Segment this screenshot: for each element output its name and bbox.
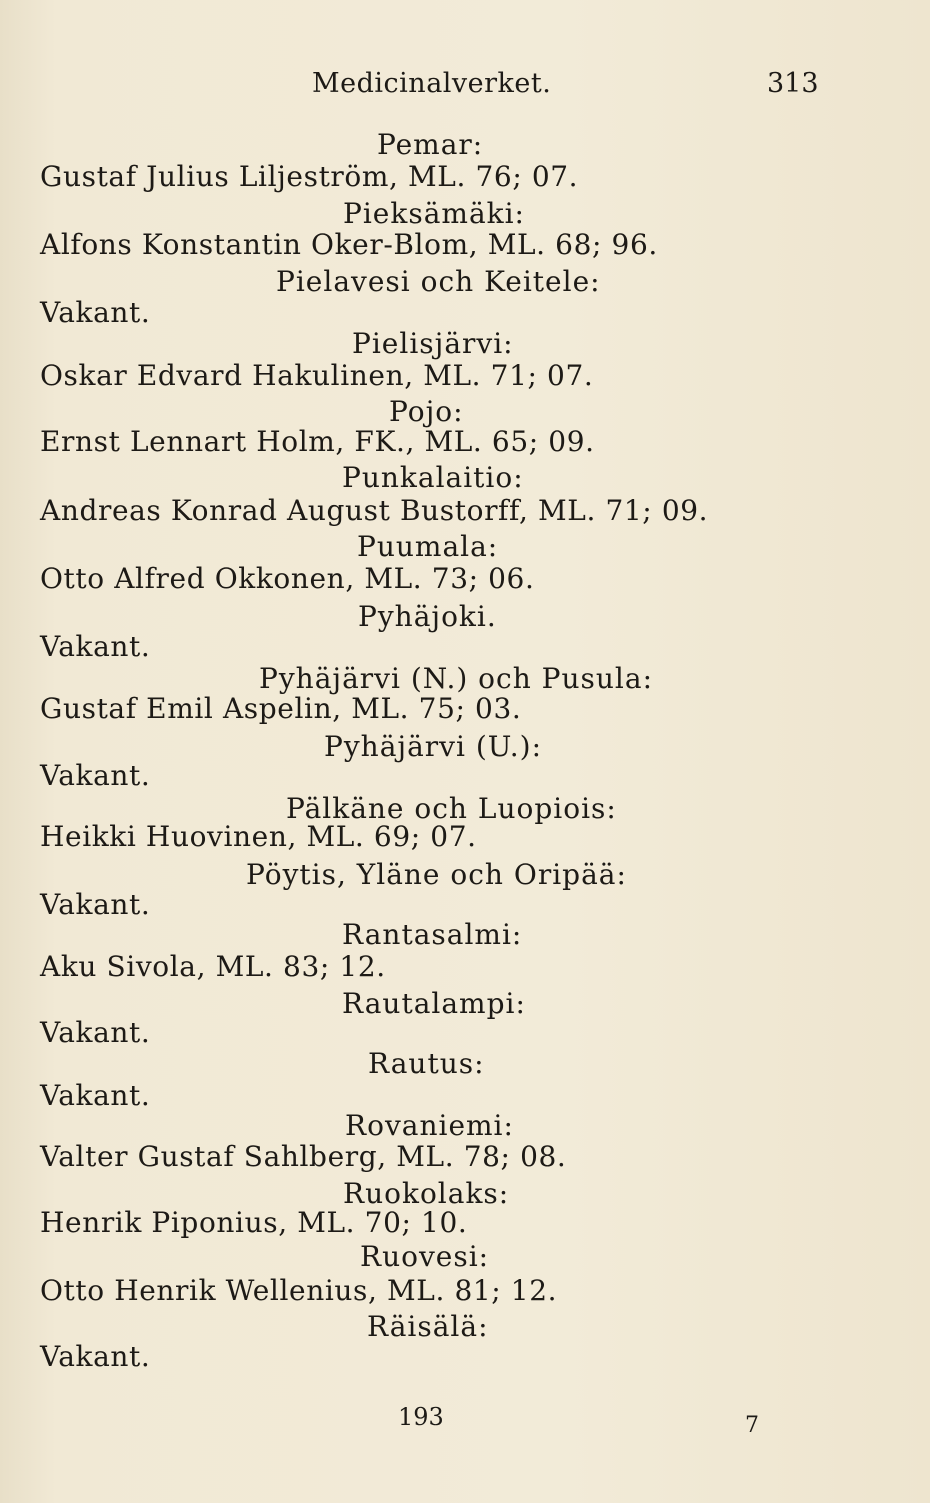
person-entry: Vakant. bbox=[40, 630, 151, 663]
person-entry: Vakant. bbox=[40, 888, 151, 921]
page-number: 313 bbox=[767, 68, 819, 99]
person-entry: Oskar Edvard Hakulinen, ML. 71; 07. bbox=[40, 359, 594, 392]
person-entry: Aku Sivola, ML. 83; 12. bbox=[40, 950, 386, 983]
person-entry: Andreas Konrad August Bustorff, ML. 71; 09. bbox=[40, 494, 709, 527]
place-heading: Rantasalmi: bbox=[342, 918, 523, 951]
place-heading: Pöytis, Yläne och Oripää: bbox=[246, 858, 627, 891]
person-entry: Ernst Lennart Holm, FK., ML. 65; 09. bbox=[40, 425, 595, 458]
person-entry: Otto Alfred Okkonen, ML. 73; 06. bbox=[40, 562, 535, 595]
place-heading: Pyhäjoki. bbox=[358, 600, 497, 633]
place-heading: Pojo: bbox=[389, 395, 464, 428]
person-entry: Henrik Piponius, ML. 70; 10. bbox=[40, 1206, 468, 1239]
place-heading: Pielisjärvi: bbox=[352, 327, 514, 360]
place-heading: Rautalampi: bbox=[342, 987, 526, 1020]
place-heading: Pemar: bbox=[377, 128, 484, 161]
place-heading: Pielavesi och Keitele: bbox=[276, 265, 601, 298]
place-heading: Pieksämäki: bbox=[343, 197, 525, 230]
person-entry: Heikki Huovinen, ML. 69; 07. bbox=[40, 820, 477, 853]
place-heading: Ruovesi: bbox=[360, 1240, 490, 1273]
person-entry: Vakant. bbox=[40, 1340, 151, 1373]
person-entry: Vakant. bbox=[40, 759, 151, 792]
place-heading: Räisälä: bbox=[367, 1310, 489, 1343]
place-heading: Ruokolaks: bbox=[343, 1177, 510, 1210]
place-heading: Punkalaitio: bbox=[342, 461, 524, 494]
place-heading: Pälkäne och Luopiois: bbox=[286, 792, 617, 825]
place-heading: Pyhäjärvi (N.) och Pusula: bbox=[259, 662, 654, 695]
running-header-title: Medicinalverket. bbox=[312, 68, 552, 99]
person-entry: Gustaf Emil Aspelin, ML. 75; 03. bbox=[40, 692, 522, 725]
gathering-mark: 7 bbox=[745, 1413, 759, 1438]
place-heading: Puumala: bbox=[357, 530, 499, 563]
person-entry: Gustaf Julius Liljeström, ML. 76; 07. bbox=[40, 160, 579, 193]
person-entry: Valter Gustaf Sahlberg, ML. 78; 08. bbox=[40, 1140, 567, 1173]
place-heading: Rovaniemi: bbox=[345, 1109, 514, 1142]
person-entry: Otto Henrik Wellenius, ML. 81; 12. bbox=[40, 1274, 558, 1307]
place-heading: Rautus: bbox=[368, 1047, 485, 1080]
person-entry: Vakant. bbox=[40, 1079, 151, 1112]
printer-signature: 193 bbox=[398, 1403, 444, 1431]
person-entry: Vakant. bbox=[40, 1016, 151, 1049]
person-entry: Alfons Konstantin Oker-Blom, ML. 68; 96. bbox=[40, 228, 658, 261]
place-heading: Pyhäjärvi (U.): bbox=[324, 730, 543, 763]
person-entry: Vakant. bbox=[40, 296, 151, 329]
